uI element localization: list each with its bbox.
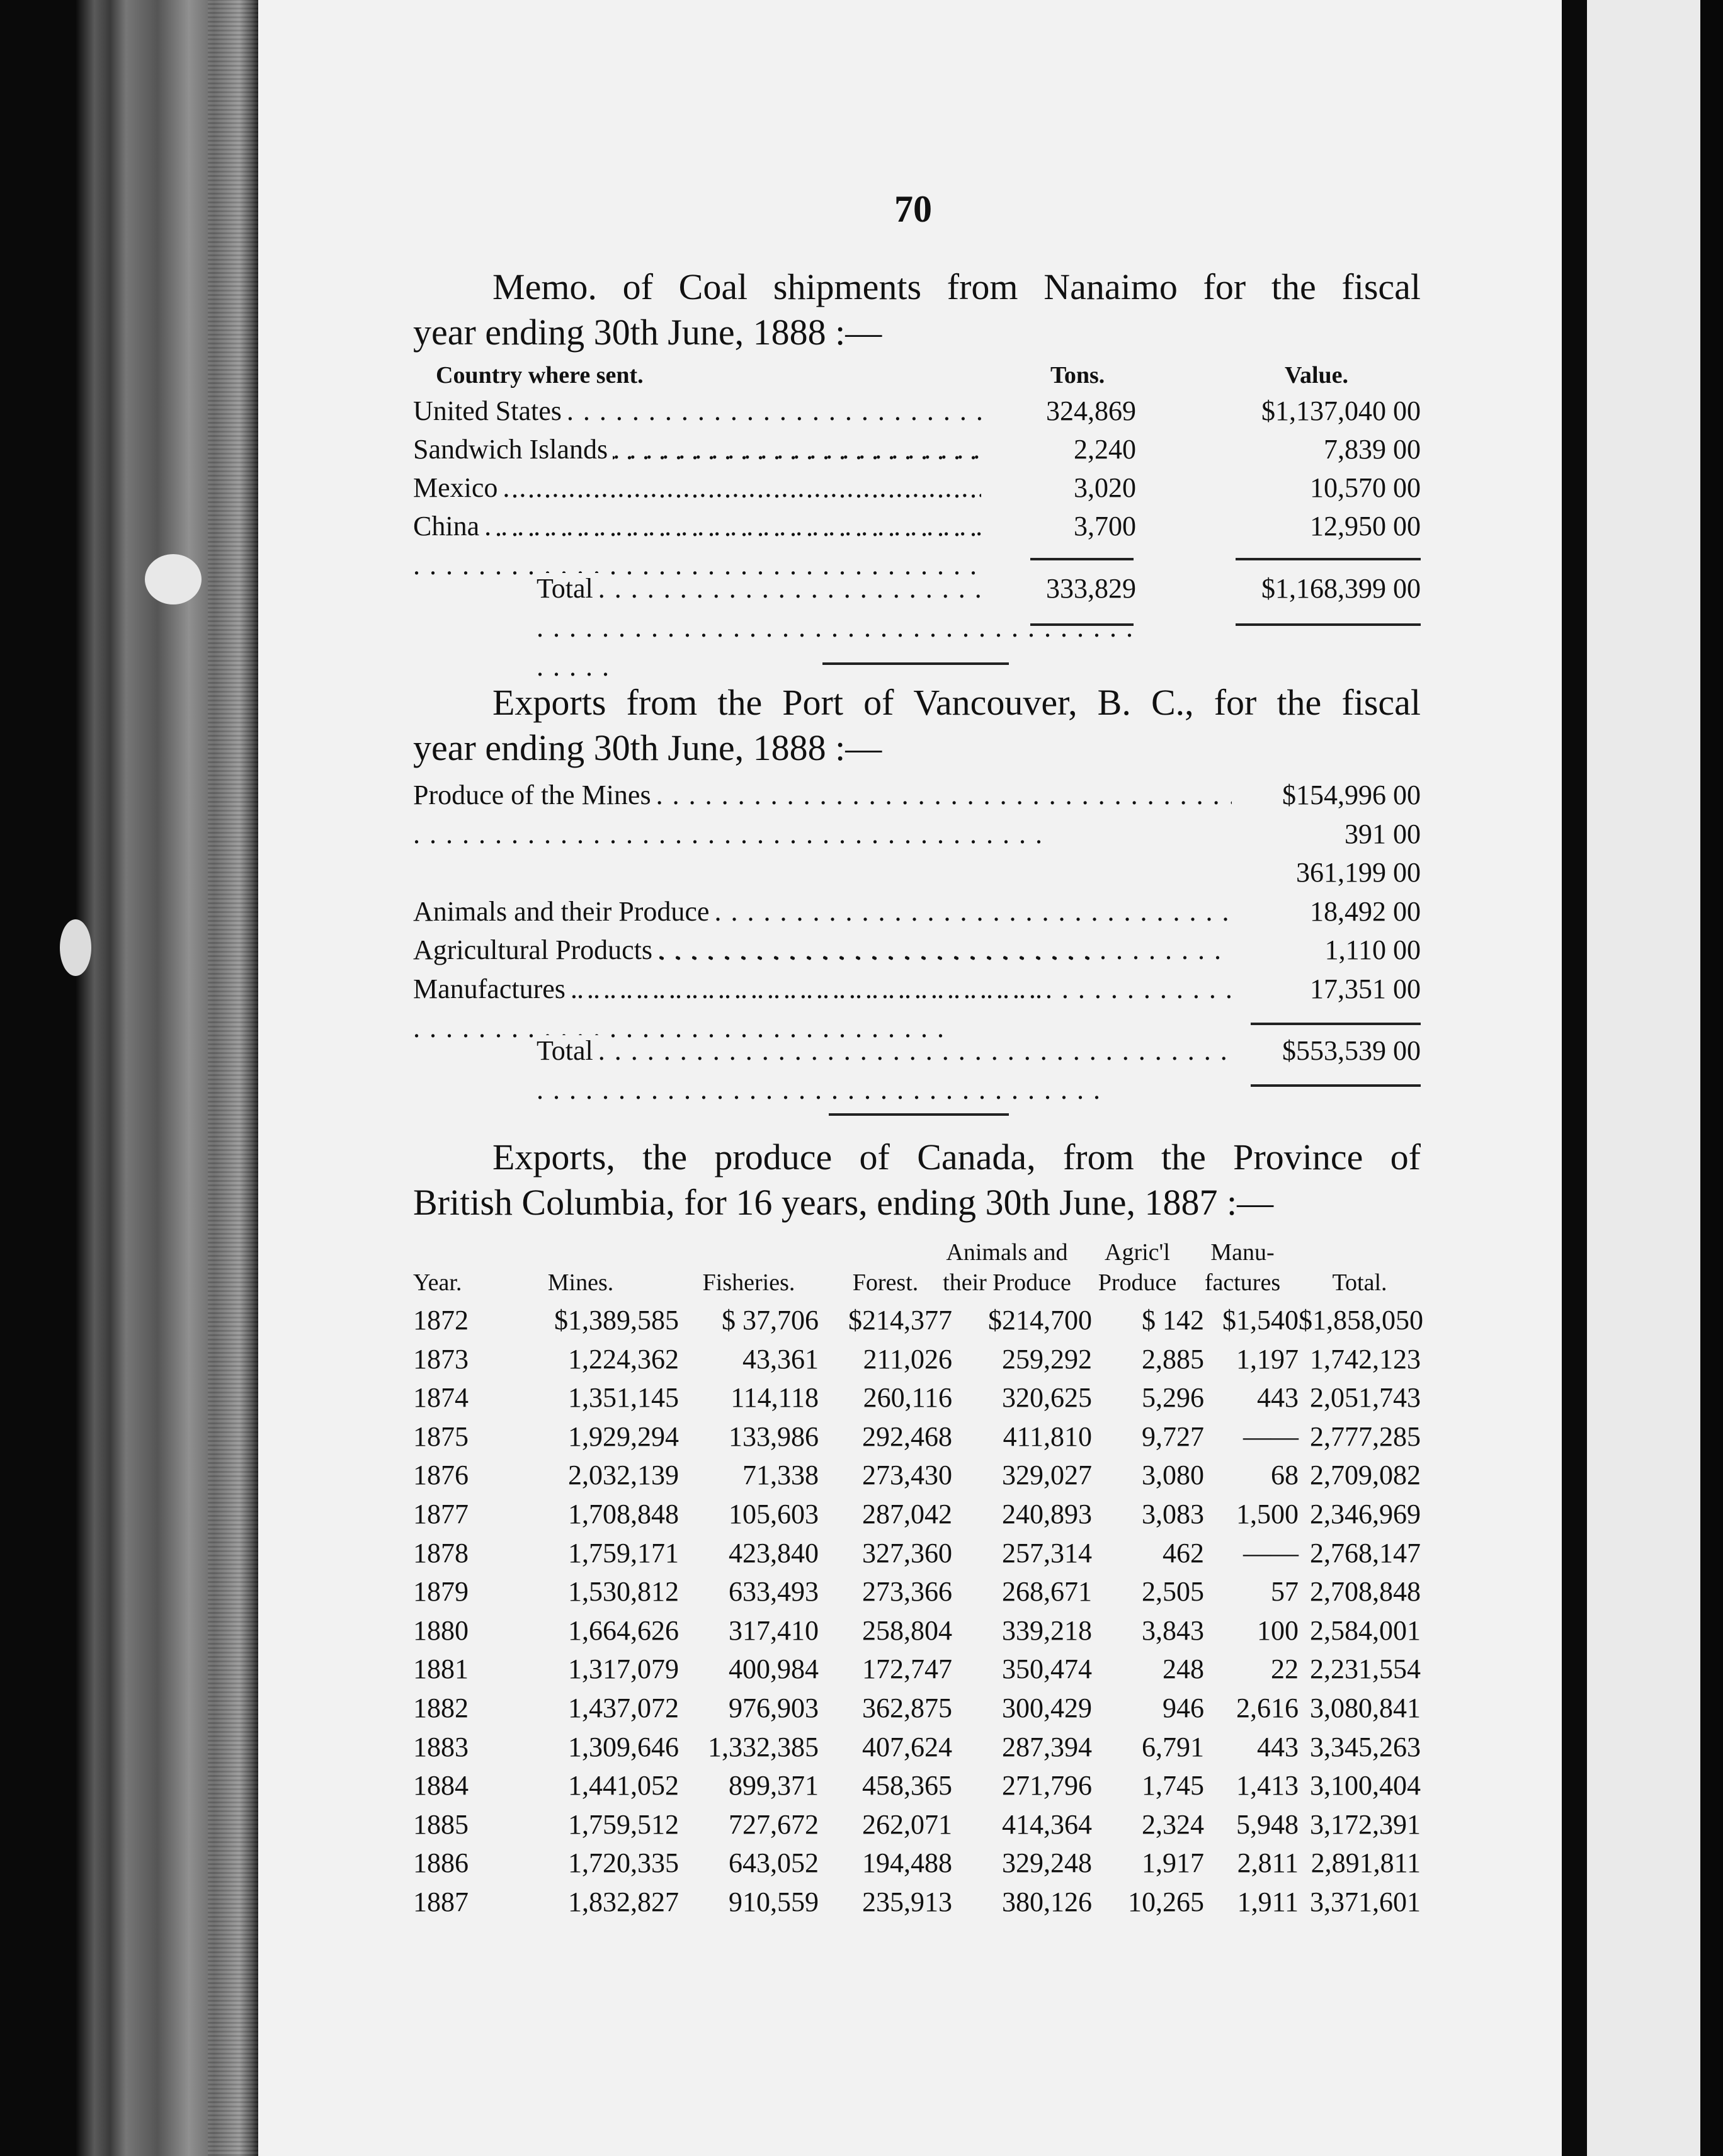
bc-forest: 407,624 xyxy=(862,1732,952,1762)
coal-intro-line1: Memo. of Coal shipments from Nanaimo for the fiscal xyxy=(492,266,1421,307)
vancouver-intro-line1: Exports from the Port of Vancouver, B. C., for the fiscal xyxy=(492,682,1421,723)
bc-table-row xyxy=(413,1650,1421,1688)
bc-table-row xyxy=(413,1883,1421,1921)
vancouver-label: Agricultural Products xyxy=(413,934,657,965)
coal-tons-double-rule xyxy=(1030,623,1134,626)
paper-tear xyxy=(60,919,91,976)
bc-fisheries: 423,840 xyxy=(729,1538,819,1569)
bc-mines: 1,759,512 xyxy=(568,1809,679,1840)
bc-animals: 414,364 xyxy=(1002,1809,1092,1840)
bc-agric: 9,727 xyxy=(1142,1421,1204,1452)
bc-total: 3,371,601 xyxy=(1310,1886,1421,1917)
bc-table-row xyxy=(413,1728,1421,1766)
coal-country: Sandwich Islands xyxy=(413,434,613,465)
coal-header-tons: Tons. xyxy=(1050,362,1105,389)
bc-fisheries: 910,559 xyxy=(729,1886,819,1917)
bc-fisheries: 1,332,385 xyxy=(708,1732,819,1762)
page-number: 70 xyxy=(894,188,932,230)
coal-value: $1,137,040 00 xyxy=(1261,395,1421,426)
bc-table-row xyxy=(413,1456,1421,1494)
bc-fisheries: 317,410 xyxy=(729,1615,819,1646)
bc-mines: 1,317,079 xyxy=(568,1654,679,1684)
bc-animals: 287,394 xyxy=(1002,1732,1092,1762)
bc-mines: 1,437,072 xyxy=(568,1693,679,1723)
bc-header-fisheries: Fisheries. xyxy=(702,1269,795,1296)
bc-forest: 172,747 xyxy=(862,1654,952,1684)
bc-total: 2,708,848 xyxy=(1310,1576,1421,1607)
bc-forest: $214,377 xyxy=(848,1305,952,1336)
section-divider xyxy=(829,1113,1009,1116)
bc-table-row xyxy=(413,1844,1421,1882)
bc-total: $1,858,050 xyxy=(1299,1305,1423,1336)
bc-forest: 287,042 xyxy=(862,1499,952,1529)
bc-mines: 1,530,812 xyxy=(568,1576,679,1607)
bc-header-year: Year. xyxy=(413,1269,462,1296)
bc-year: 1873 xyxy=(413,1344,469,1375)
coal-value: 12,950 00 xyxy=(1310,511,1421,542)
paper-tear xyxy=(145,554,202,604)
vancouver-row xyxy=(413,776,1421,815)
scan-border xyxy=(1700,0,1723,2156)
coal-tons: 3,020 xyxy=(981,468,1136,508)
bc-manufactures: 2,616 xyxy=(1236,1693,1299,1723)
bc-header-manu-1: Manu- xyxy=(1210,1239,1275,1266)
bc-fisheries: 899,371 xyxy=(729,1770,819,1801)
bc-mines: 1,759,171 xyxy=(568,1538,679,1569)
bc-agric: 2,505 xyxy=(1142,1576,1204,1607)
coal-value: 10,570 00 xyxy=(1310,472,1421,503)
coal-total-row xyxy=(413,569,1421,608)
bc-manufactures: 100 xyxy=(1257,1615,1299,1646)
bc-manufactures: $1,540 xyxy=(1222,1305,1299,1336)
bc-total: 2,346,969 xyxy=(1310,1499,1421,1529)
bc-animals: 411,810 xyxy=(1003,1421,1092,1452)
bc-fisheries: 114,118 xyxy=(731,1382,819,1413)
bc-fisheries: 643,052 xyxy=(729,1847,819,1878)
vancouver-value: 361,199 00 xyxy=(1232,853,1421,892)
coal-tons: 2,240 xyxy=(981,430,1136,469)
bc-year: 1872 xyxy=(413,1305,469,1336)
bc-forest: 235,913 xyxy=(862,1886,952,1917)
bc-animals: 257,314 xyxy=(1002,1538,1092,1569)
bc-agric: 2,324 xyxy=(1142,1809,1204,1840)
coal-row xyxy=(413,430,1421,469)
coal-header-value: Value. xyxy=(1285,362,1349,389)
bc-manufactures: 443 xyxy=(1257,1732,1299,1762)
section-divider xyxy=(822,662,1009,665)
bc-year: 1878 xyxy=(413,1538,469,1569)
bc-table-row xyxy=(413,1495,1421,1533)
bc-fisheries: 71,338 xyxy=(742,1460,819,1490)
coal-value-double-rule xyxy=(1236,623,1421,626)
bc-intro-line1: Exports, the produce of Canada, from the Province of xyxy=(492,1137,1421,1177)
bc-animals: 259,292 xyxy=(1002,1344,1092,1375)
bc-animals: 300,429 xyxy=(1002,1693,1092,1723)
coal-country: Mexico xyxy=(413,472,503,503)
vancouver-total-value: $553,539 00 xyxy=(1232,1031,1421,1070)
vancouver-label: Produce of the Mines xyxy=(413,780,656,810)
coal-row xyxy=(413,392,1421,431)
coal-value-rule xyxy=(1236,558,1421,560)
coal-value: 7,839 00 xyxy=(1324,434,1421,465)
bc-manufactures: 2,811 xyxy=(1237,1847,1299,1878)
bc-year: 1879 xyxy=(413,1576,469,1607)
vancouver-total-label: Total xyxy=(537,1035,598,1066)
bc-manufactures: 1,197 xyxy=(1236,1344,1299,1375)
vancouver-total-row xyxy=(413,1031,1421,1070)
bc-animals: 271,796 xyxy=(1002,1770,1092,1801)
bc-agric: 1,917 xyxy=(1142,1847,1204,1878)
bc-manufactures: 443 xyxy=(1257,1382,1299,1413)
bc-manufactures: 68 xyxy=(1271,1460,1299,1490)
bc-forest: 194,488 xyxy=(862,1847,952,1878)
bc-manufactures: —— xyxy=(1243,1421,1299,1452)
bc-table-row xyxy=(413,1378,1421,1417)
bc-table-row xyxy=(413,1417,1421,1456)
vancouver-row xyxy=(413,892,1421,931)
bc-fisheries: 133,986 xyxy=(729,1421,819,1452)
bc-mines: 1,351,145 xyxy=(568,1382,679,1413)
bc-mines: 1,832,827 xyxy=(568,1886,679,1917)
bc-agric: 248 xyxy=(1163,1654,1204,1684)
bc-forest: 262,071 xyxy=(862,1809,952,1840)
bc-agric: $ 142 xyxy=(1142,1305,1204,1336)
bc-agric: 2,885 xyxy=(1142,1344,1204,1375)
bc-manufactures: —— xyxy=(1243,1538,1299,1569)
bc-total: 3,345,263 xyxy=(1310,1732,1421,1762)
bc-year: 1877 xyxy=(413,1499,469,1529)
bc-animals: 380,126 xyxy=(1002,1886,1092,1917)
bc-agric: 462 xyxy=(1163,1538,1204,1569)
bc-forest: 258,804 xyxy=(862,1615,952,1646)
vancouver-value: $154,996 00 xyxy=(1232,776,1421,815)
bc-manufactures: 1,500 xyxy=(1236,1499,1299,1529)
bc-forest: 458,365 xyxy=(862,1770,952,1801)
bc-year: 1881 xyxy=(413,1654,469,1684)
bc-agric: 5,296 xyxy=(1142,1382,1204,1413)
bc-year: 1876 xyxy=(413,1460,469,1490)
bc-animals: 339,218 xyxy=(1002,1615,1092,1646)
vancouver-row xyxy=(413,815,1421,854)
bc-animals: $214,700 xyxy=(988,1305,1092,1336)
coal-country: China xyxy=(413,511,484,542)
coal-total-label: Total xyxy=(537,573,598,604)
bc-forest: 273,430 xyxy=(862,1460,952,1490)
bc-year: 1874 xyxy=(413,1382,469,1413)
bc-forest: 211,026 xyxy=(863,1344,952,1375)
bc-forest: 362,875 xyxy=(862,1693,952,1723)
bc-animals: 240,893 xyxy=(1002,1499,1092,1529)
bc-fisheries: 727,672 xyxy=(729,1809,819,1840)
bc-manufactures: 1,911 xyxy=(1237,1886,1299,1917)
bc-table-row xyxy=(413,1301,1421,1339)
bc-table-row xyxy=(413,1572,1421,1611)
bc-fisheries: 976,903 xyxy=(729,1693,819,1723)
bc-animals: 329,027 xyxy=(1002,1460,1092,1490)
vancouver-value: 17,351 00 xyxy=(1232,970,1421,1009)
vancouver-label: Animals and their Produce xyxy=(413,896,714,927)
bc-mines: 1,929,294 xyxy=(568,1421,679,1452)
bc-mines: $1,389,585 xyxy=(554,1305,679,1336)
bc-manufactures: 22 xyxy=(1271,1654,1299,1684)
coal-tons: 3,700 xyxy=(981,507,1136,546)
bc-agric: 3,843 xyxy=(1142,1615,1204,1646)
bc-total: 3,080,841 xyxy=(1310,1693,1421,1723)
bc-mines: 1,441,052 xyxy=(568,1770,679,1801)
bc-header-animals-2: their Produce xyxy=(943,1269,1071,1296)
bc-year: 1883 xyxy=(413,1732,469,1762)
bc-forest: 260,116 xyxy=(863,1382,952,1413)
bc-mines: 2,032,139 xyxy=(568,1460,679,1490)
bc-year: 1885 xyxy=(413,1809,469,1840)
bc-year: 1882 xyxy=(413,1693,469,1723)
bc-table-row xyxy=(413,1611,1421,1650)
vancouver-value: 18,492 00 xyxy=(1232,892,1421,931)
bc-header-agric-2: Produce xyxy=(1098,1269,1177,1296)
bc-manufactures: 1,413 xyxy=(1236,1770,1299,1801)
bc-table-row xyxy=(413,1766,1421,1805)
bc-header-forest: Forest. xyxy=(852,1269,919,1296)
page-edges xyxy=(208,0,258,2156)
bc-total: 2,584,001 xyxy=(1310,1615,1421,1646)
coal-intro-line2: year ending 30th June, 1888 :— xyxy=(413,312,882,353)
coal-intro xyxy=(413,264,1421,355)
bc-year: 1875 xyxy=(413,1421,469,1452)
bc-total: 2,777,285 xyxy=(1310,1421,1421,1452)
coal-tons-rule xyxy=(1030,558,1134,560)
bc-animals: 350,474 xyxy=(1002,1654,1092,1684)
coal-country: United States xyxy=(413,395,567,426)
vancouver-label: Manufactures xyxy=(413,973,571,1004)
coal-row xyxy=(413,468,1421,508)
bc-fisheries: 105,603 xyxy=(729,1499,819,1529)
bc-total: 2,768,147 xyxy=(1310,1538,1421,1569)
bc-agric: 946 xyxy=(1163,1693,1204,1723)
bc-header-mines: Mines. xyxy=(547,1269,614,1296)
coal-row xyxy=(413,507,1421,546)
bc-total: 3,172,391 xyxy=(1310,1809,1421,1840)
bc-mines: 1,708,848 xyxy=(568,1499,679,1529)
bc-mines: 1,664,626 xyxy=(568,1615,679,1646)
bc-total: 2,051,743 xyxy=(1310,1382,1421,1413)
bc-animals: 320,625 xyxy=(1002,1382,1092,1413)
bc-header-animals-1: Animals and xyxy=(946,1239,1068,1266)
bc-table-row xyxy=(413,1805,1421,1844)
coal-header-country: Country where sent. xyxy=(436,362,644,389)
bc-year: 1880 xyxy=(413,1615,469,1646)
vancouver-row xyxy=(413,853,1421,892)
bc-forest: 327,360 xyxy=(862,1538,952,1569)
bc-fisheries: 633,493 xyxy=(729,1576,819,1607)
bc-total: 2,891,811 xyxy=(1311,1847,1421,1878)
bc-total: 3,100,404 xyxy=(1310,1770,1421,1801)
bc-header-agric-1: Agric'l xyxy=(1105,1239,1170,1266)
bc-header-manu-2: factures xyxy=(1204,1269,1281,1296)
bc-agric: 3,080 xyxy=(1142,1460,1204,1490)
coal-total-tons: 333,829 xyxy=(981,569,1136,608)
book-spine xyxy=(0,0,258,2156)
bc-table-row xyxy=(413,1340,1421,1378)
bc-mines: 1,224,362 xyxy=(568,1344,679,1375)
bc-animals: 329,248 xyxy=(1002,1847,1092,1878)
bc-agric: 10,265 xyxy=(1128,1886,1204,1917)
bc-fisheries: 43,361 xyxy=(742,1344,819,1375)
bc-year: 1887 xyxy=(413,1886,469,1917)
bc-forest: 273,366 xyxy=(862,1576,952,1607)
bc-agric: 6,791 xyxy=(1142,1732,1204,1762)
coal-tons: 324,869 xyxy=(981,392,1136,431)
bc-intro-line2: British Columbia, for 16 years, ending 30th June, 1887 :— xyxy=(413,1182,1274,1223)
vancouver-value: 391 00 xyxy=(1232,815,1421,854)
bc-year: 1886 xyxy=(413,1847,469,1878)
bc-fisheries: 400,984 xyxy=(729,1654,819,1684)
leader-dots xyxy=(537,1035,1245,1105)
bc-table-row xyxy=(413,1689,1421,1727)
bc-mines: 1,720,335 xyxy=(568,1847,679,1878)
bc-year: 1884 xyxy=(413,1770,469,1801)
bc-mines: 1,309,646 xyxy=(568,1732,679,1762)
bc-fisheries: $ 37,706 xyxy=(722,1305,819,1336)
bc-total: 2,231,554 xyxy=(1310,1654,1421,1684)
bc-agric: 1,745 xyxy=(1142,1770,1204,1801)
vancouver-total-double-rule xyxy=(1251,1084,1421,1087)
bc-header-total: Total. xyxy=(1332,1269,1387,1296)
bc-manufactures: 57 xyxy=(1271,1576,1299,1607)
vancouver-intro-line2: year ending 30th June, 1888 :— xyxy=(413,727,882,768)
vancouver-total-rule xyxy=(1251,1023,1421,1025)
vancouver-value: 1,110 00 xyxy=(1232,931,1421,970)
bc-animals: 268,671 xyxy=(1002,1576,1092,1607)
bc-total: 1,742,123 xyxy=(1310,1344,1421,1375)
vancouver-row xyxy=(413,970,1421,1009)
bc-agric: 3,083 xyxy=(1142,1499,1204,1529)
bc-total: 2,709,082 xyxy=(1310,1460,1421,1490)
bc-intro xyxy=(413,1135,1421,1225)
bc-table-row xyxy=(413,1534,1421,1572)
vancouver-intro xyxy=(413,680,1421,771)
bc-forest: 292,468 xyxy=(862,1421,952,1452)
coal-total-value: $1,168,399 00 xyxy=(1261,573,1421,604)
gutter xyxy=(1562,0,1587,2156)
bc-manufactures: 5,948 xyxy=(1236,1809,1299,1840)
vancouver-row xyxy=(413,931,1421,970)
